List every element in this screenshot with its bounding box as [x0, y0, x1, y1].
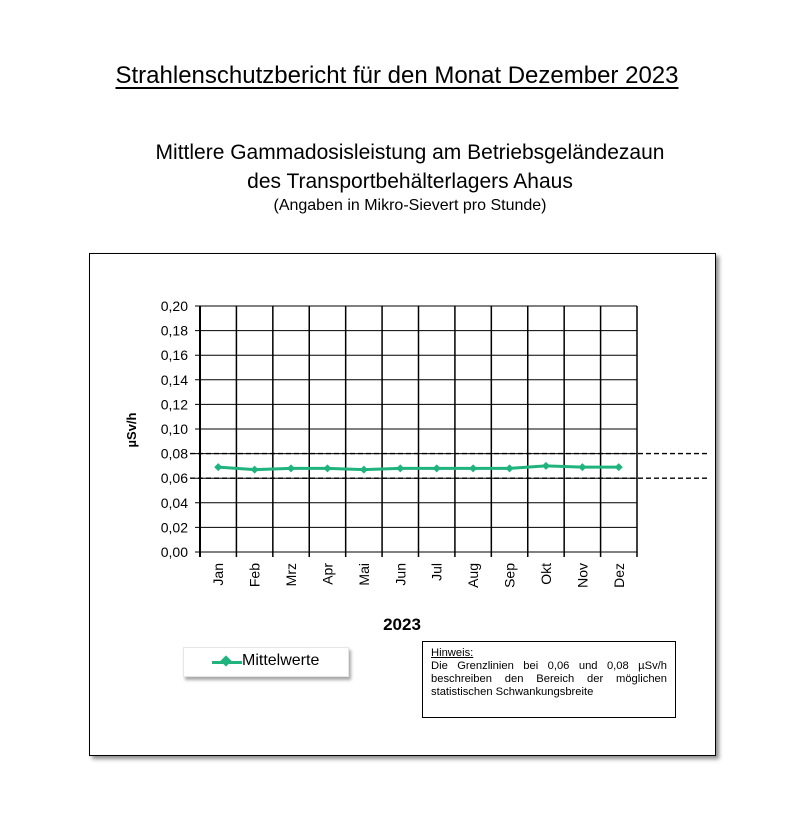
x-tick-label: Mrz [283, 563, 300, 587]
legend-label: Mittelwerte [242, 652, 320, 669]
y-tick-label: 0,14 [160, 371, 188, 388]
data-point [506, 464, 514, 472]
y-axis-label: µSv/h [124, 412, 139, 448]
data-point [287, 464, 295, 472]
y-tick-label: 0,08 [160, 445, 188, 462]
y-tick-label: 0,10 [160, 421, 188, 437]
note-box [422, 641, 676, 718]
x-tick-label: Feb [246, 563, 263, 588]
data-point [578, 463, 586, 471]
x-tick-label: Jul [428, 563, 445, 581]
y-tick-label: 0,02 [160, 519, 188, 536]
x-tick-label: Mai [355, 563, 372, 586]
tick-labels [161, 298, 627, 588]
x-tick-label: Jan [210, 563, 227, 586]
reference-lines [190, 454, 710, 479]
y-tick-label: 0,20 [160, 298, 188, 314]
data-point [615, 463, 623, 471]
y-tick-label: 0,06 [160, 470, 188, 487]
chart-title-line-1: Mittlere Gammadosisleistung am Betriebsgeländezaun [155, 141, 665, 164]
chart-title-line-2: des Transportbehälterlagers Ahaus [247, 170, 573, 193]
y-tick-label: 0,16 [160, 347, 188, 364]
y-tick-label: 0,04 [160, 494, 188, 511]
y-tick-label: 0,18 [160, 322, 188, 339]
data-point [542, 462, 550, 470]
legend-diamond-icon [220, 655, 231, 666]
report-title-text: Strahlenschutzbericht für den Monat Dezember 2023 [115, 62, 679, 89]
x-axis-label: 2023 [383, 615, 421, 634]
data-point [360, 466, 368, 474]
x-tick-label: Apr [319, 563, 336, 585]
x-tick-label: Dez [610, 563, 627, 588]
grid-layer [195, 306, 637, 557]
x-tick-label: Okt [537, 563, 554, 585]
data-point [433, 464, 441, 472]
x-tick-label: Jun [392, 563, 409, 586]
x-tick-label: Sep [501, 563, 518, 588]
legend [183, 647, 349, 677]
x-tick-label: Nov [574, 563, 591, 588]
note-body: Die Grenzlinien bei 0,06 und 0,08 µSv/h beschreiben den Bereich der möglichen statistischen Schwankungsbreite [431, 660, 667, 698]
chart-subtitle: (Angaben in Mikro-Sievert pro Stunde) [273, 197, 547, 214]
note-title: Hinweis: [431, 647, 474, 659]
data-point [323, 464, 331, 472]
data-point [214, 463, 222, 471]
data-point [396, 464, 404, 472]
y-tick-label: 0,00 [160, 544, 188, 560]
data-point [251, 466, 259, 474]
x-tick-label: Aug [465, 563, 482, 588]
y-tick-label: 0,12 [160, 396, 188, 413]
data-point [469, 464, 477, 472]
